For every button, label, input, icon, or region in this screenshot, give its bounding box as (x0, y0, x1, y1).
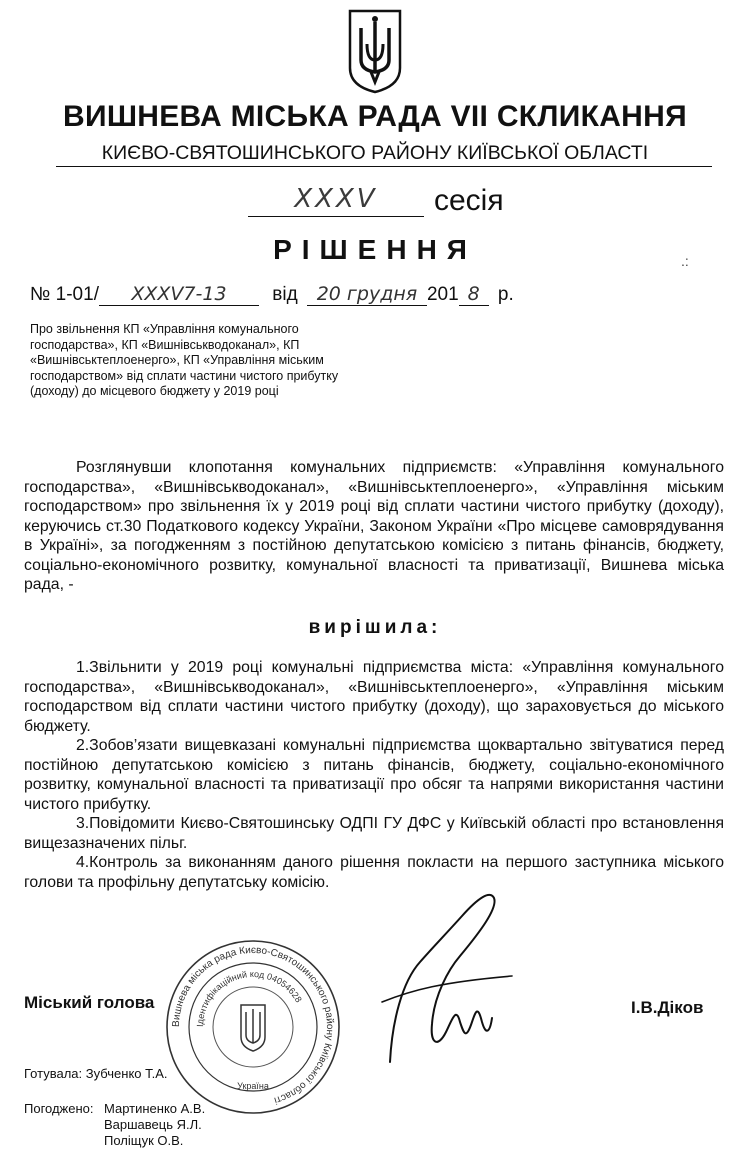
seal-outer-text: Вишнева міська рада Києво-Святошинського району Київської області (170, 944, 336, 1106)
decision-items (24, 658, 724, 892)
session-underline (248, 216, 424, 217)
date-label: від (272, 284, 298, 305)
signature-position: Міський голова (24, 993, 155, 1012)
session-number: XXXV (294, 184, 378, 214)
header-divider (56, 166, 712, 167)
decision-number-prefix: № 1-01/ (30, 284, 99, 305)
signature-name: І.В.Діков (631, 998, 704, 1017)
official-seal (163, 937, 343, 1117)
document-title: РІШЕННЯ (273, 234, 477, 265)
decision-item-2: 2.Зобов’язати вищевказані комунальні підприємства щоквартально звітуватися перед постійною депутатською комісією з питань фінансів, бюджету, соціально-економічного розвитку, комунальної власності та приватизації про обсяг та напрями використання частини чистого прибутку. (24, 737, 724, 813)
decision-item-1: 1.Звільнити у 2019 році комунальні підприємства міста: «Управління комунального господарства», «Вишнівськводоканал», «Вишнівськтеплоенерго», «Управління міським господарством від сплати частини чистого прибутку (доходу), що зараховується до міського бюджету. (24, 659, 724, 735)
decision-item-3: 3.Повідомити Києво-Святошинську ОДПІ ГУ ДФС у Київській області про встановлення вищезазначених пільг. (24, 815, 724, 852)
handwritten-signature (362, 872, 522, 1072)
agreed-person: Мартиненко А.В. (104, 1101, 206, 1116)
agreed-person: Поліщук О.В. (104, 1133, 184, 1148)
year-digit: 8 (459, 283, 489, 306)
decision-item-4: 4.Контроль за виконанням даного рішення покласти на першого заступника міського голови та профільну депутатську комісію. (24, 854, 724, 891)
decision-subject: Про звільнення КП «Управління комунального господарства», КП «Вишнівськводоканал», КП «Вишнівськтеплоенерго», КП «Управління міським господарством» від сплати частини чистого прибутку (доходу) до місцевого бюджету у 2019 році (30, 322, 339, 399)
decided-heading: вирішила: (308, 617, 442, 638)
year-suffix: р. (497, 284, 514, 305)
seal-trident-icon (241, 1005, 265, 1051)
preamble (24, 458, 724, 595)
preamble-text: Розглянувши клопотання комунальних підприємств: «Управління комунального господарства», «Вишнівськводоканал», «Вишнівськтеплоенерго», «Управління міським господарством» про звільнення їх у 2019 році від сплати частини чистого прибутку (доходу), керуючись ст.30 Податкового кодексу України, Законом України «Про місцеве самоврядування в Україні», за погодженням з постійною депутатською комісією з питань фінансів, бюджету, соціально-економічного розвитку, комунальної власності та приватизації, Вишнева міська рада, - (24, 459, 724, 593)
prepared-by: Готувала: Зубченко Т.А. (24, 1066, 168, 1081)
decision-number-handwritten: XXXV7-13 (99, 283, 259, 306)
date-handwritten: 20 грудня (307, 283, 427, 306)
agreed-label: Погоджено: (24, 1101, 94, 1116)
decision-number-row (30, 283, 514, 306)
seal-bottom-text: Україна (237, 1081, 269, 1091)
seal-inner-text: Ідентифікаційний код 04054628 (194, 968, 304, 1028)
agreed-person: Варшавець Я.Л. (104, 1117, 202, 1132)
scan-mark: .: (681, 253, 689, 269)
council-name: ВИШНЕВА МІСЬКА РАДА VII СКЛИКАННЯ (63, 100, 687, 133)
council-district: КИЄВО-СВЯТОШИНСЬКОГО РАЙОНУ КИЇВСЬКОЇ ОБЛАСТІ (101, 142, 649, 164)
agreed-list (104, 1101, 205, 1149)
coat-of-arms-icon (347, 8, 403, 94)
year-prefix: 201 (426, 284, 459, 305)
session-label: сесія (434, 184, 504, 217)
